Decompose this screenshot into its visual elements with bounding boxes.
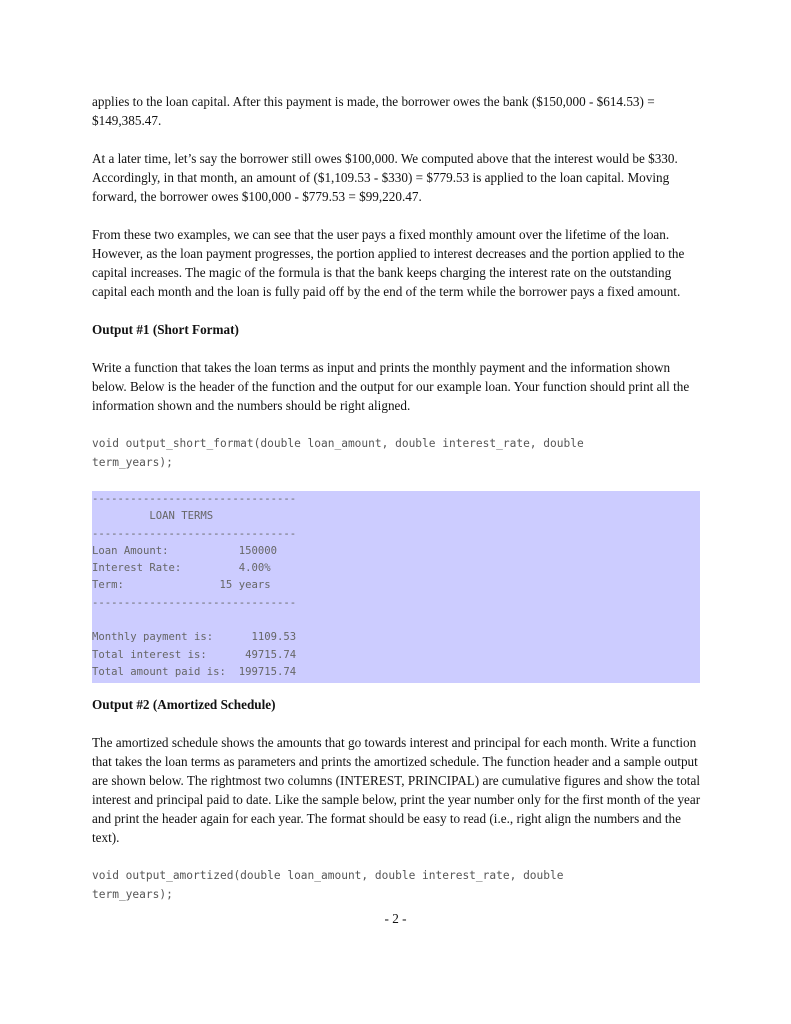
terminal-line: -------------------------------- (92, 527, 297, 540)
code-line: void output_amortized(double loan_amount, double interest_rate, double (92, 869, 564, 883)
code-output-short-format (92, 434, 702, 472)
terminal-line: Monthly payment is: 1109.53 (92, 631, 297, 644)
terminal-line: Total amount paid is: 199715.74 (92, 665, 297, 678)
code-output-amortized (92, 866, 702, 904)
sample-output-terminal (92, 491, 700, 683)
code-line: term_years); (92, 888, 173, 902)
code-line: void output_short_format(double loan_amount, double interest_rate, double (92, 437, 584, 450)
paragraph-output-1: Write a function that takes the loan terms as input and prints the monthly payment and the information shown below. Below is the header of the function and the output for our example loan. Your function should print all the information shown and the numbers should be right aligned. (92, 360, 690, 413)
terminal-line: Total interest is: 49715.74 (92, 648, 297, 661)
terminal-line: Loan Amount: 150000 (92, 544, 277, 557)
terminal-line: -------------------------------- (92, 493, 297, 505)
terminal-line: LOAN TERMS (92, 510, 214, 523)
paragraph-capital-payment: applies to the loan capital. After this payment is made, the borrower owes the bank ($150,000 - $614.53) = $149,385.47. (92, 94, 655, 128)
heading-output-1: Output #1 (Short Format) (92, 322, 239, 337)
document-page (92, 92, 702, 923)
paragraph-examples-summary: From these two examples, we can see that the user pays a fixed monthly amount over the lifetime of the loan. However, as the loan payment progresses, the portion applied to interest decreases and the portion applied to the capital increases. The magic of the formula is that the bank keeps charging the interest rate on the outstanding capital each month and the loan is fully paid off by the end of the term while the borrower pays a fixed amount. (92, 227, 685, 299)
terminal-line: Interest Rate: 4.00% (92, 562, 271, 575)
code-line: term_years); (92, 456, 173, 469)
paragraph-later-time: At a later time, let’s say the borrower still owes $100,000. We computed above that the interest would be $330. Accordingly, in that month, an amount of ($1,109.53 - $330) = $779.53 is applied to the loan capital. Moving forward, the borrower owes $100,000 - $779.53 = $99,220.47. (92, 151, 678, 204)
paragraph-output-2: The amortized schedule shows the amounts that go towards interest and principal for each month. Write a function that takes the loan terms as parameters and prints the amortized schedule. The function header and a sample output are shown below. The rightmost two columns (INTEREST, PRINCIPAL) are cumulative figures and show the total interest and principal paid to date. Like the sample below, print the year number only for the first month of the year and print the header again for each year. The format should be easy to read (i.e., right align the numbers and the text). (92, 735, 701, 846)
terminal-line (92, 612, 700, 629)
terminal-line: -------------------------------- (92, 596, 297, 609)
terminal-line: Term: 15 years (92, 579, 271, 592)
heading-output-2: Output #2 (Amortized Schedule) (92, 697, 276, 713)
page-number: - 2 - (384, 911, 407, 926)
